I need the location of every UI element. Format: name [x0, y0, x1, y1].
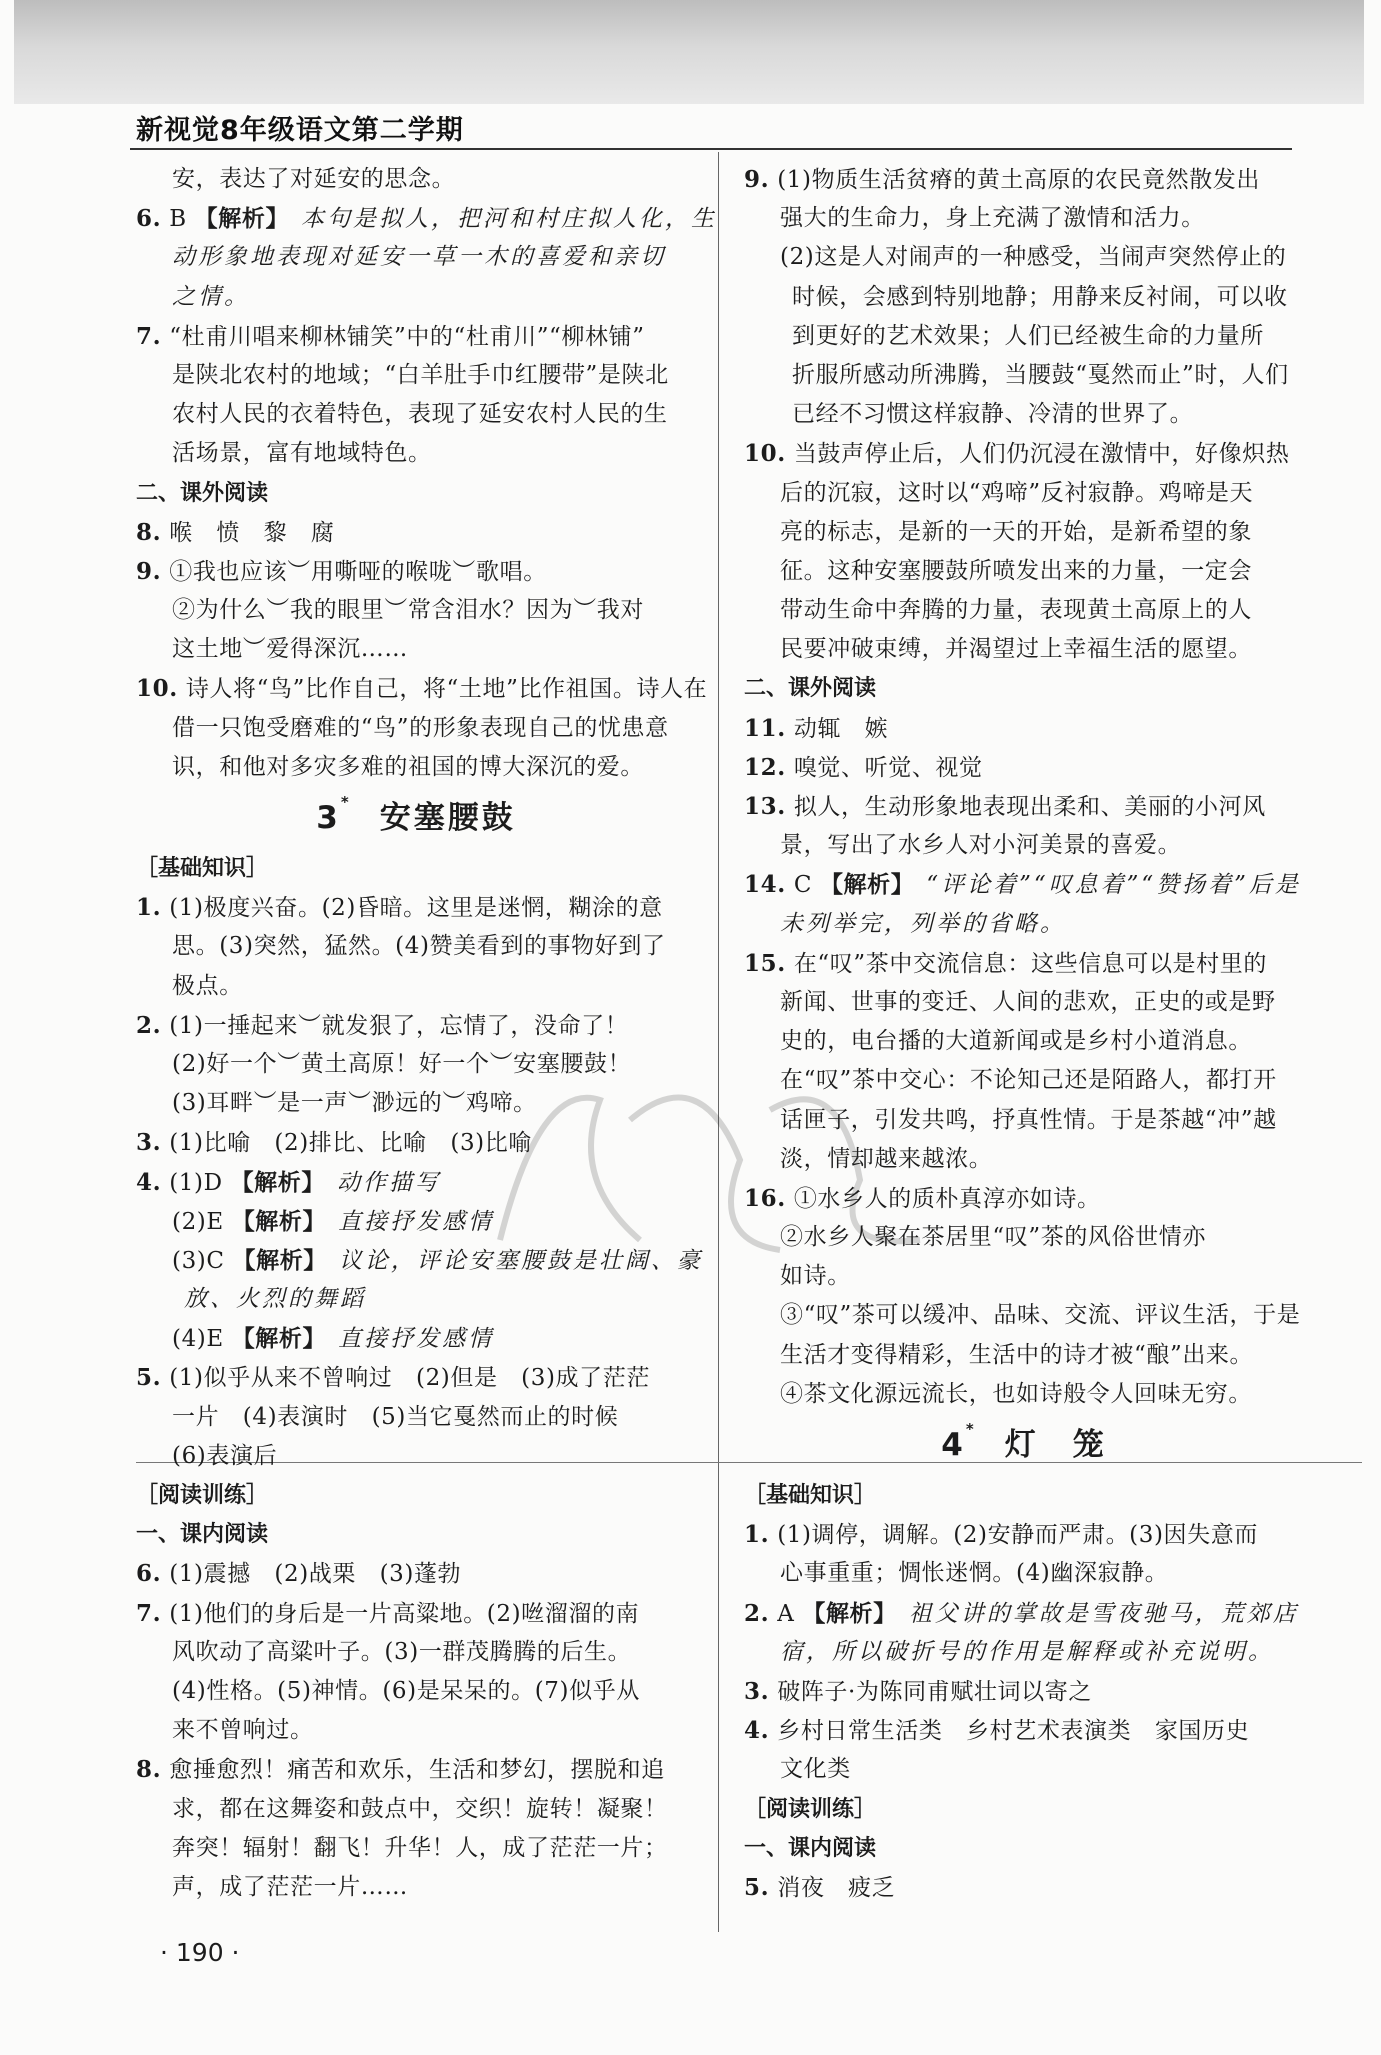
answer-line: [744, 1218, 1304, 1257]
item-number: 12.: [744, 753, 786, 781]
analysis-label: 【解析】: [802, 1599, 897, 1627]
answer-line: [136, 927, 696, 966]
answer-line: [136, 1398, 696, 1437]
analysis-text: 议论，评论安塞腰鼓是壮阔、豪: [338, 1247, 703, 1274]
answer-text: 嗅觉、听觉、视觉: [793, 754, 983, 781]
answer-text: 识，和他对多灾多难的祖国的博大深沉的爱。: [172, 753, 644, 780]
answer-text: (1)他们的身后是一片高粱地。(2)咝溜溜的南: [169, 1600, 640, 1627]
answer-text: (3)耳畔︶是一声︶渺远的︶鸡啼。: [172, 1090, 537, 1117]
answer-text: 带动生命中奔腾的力量，表现黄土高原上的人: [780, 597, 1252, 624]
answer-line: [136, 1790, 696, 1829]
answer-line: [744, 1140, 1304, 1179]
analysis-label: 【解析】: [231, 1325, 327, 1353]
answer-line: [136, 1006, 696, 1045]
answer-text: (1)极度兴奋。(2)昏暗。这里是迷惘，糊涂的意: [169, 895, 663, 922]
answer-text: 折服所感动所沸腾，当腰鼓“戛然而止”时，人们: [792, 361, 1289, 388]
answer-text: 心事重重；惆怅迷惘。(4)幽深寂静。: [780, 1560, 1169, 1587]
item-number: 15.: [744, 949, 786, 977]
answer-line: [136, 1554, 696, 1593]
answer-text: 话匣子，引发共鸣，抒真性情。于是茶越“冲”越: [780, 1106, 1277, 1133]
answer-line: [136, 1319, 696, 1358]
answer-line: [136, 552, 696, 591]
item-number: 8.: [136, 1756, 162, 1784]
analysis-text: “评论着”“叹息着”“赞扬着”后是: [926, 872, 1301, 899]
answer-text: 文化类: [780, 1756, 851, 1783]
answer-line: [744, 1101, 1304, 1140]
answer-line: [744, 1179, 1304, 1218]
item-number: 13.: [744, 793, 786, 820]
answer-text: 史的，电台播的大道新闻或是乡村小道消息。: [780, 1028, 1252, 1055]
answer-line: [744, 552, 1304, 591]
analysis-label: 【解析】: [232, 1246, 327, 1274]
answer-text: 借一只饱受磨难的“鸟”的形象表现自己的忧患意: [172, 714, 669, 741]
answer-text: 在“叹”茶中交心：不论知己还是陌路人，都打开: [780, 1067, 1277, 1094]
answer-text: 景，写出了水乡人对小河美景的喜爱。: [780, 832, 1182, 859]
answer-line: [136, 1163, 696, 1202]
analysis-text: 动形象地表现对延安一草一木的喜爱和亲切: [172, 244, 666, 271]
answer-text: 这土地︶爱得深沉……: [172, 636, 408, 663]
left-column: [136, 160, 718, 1907]
item-number: 10.: [744, 440, 786, 468]
lesson-number: 4: [941, 1427, 966, 1463]
answer-text: ②水乡人聚在茶居里“叹”茶的风俗世情亦: [780, 1224, 1206, 1251]
answer-line: [744, 160, 1304, 199]
answer-line: [744, 1022, 1304, 1061]
answer-line: [744, 1711, 1304, 1750]
answer-line: [744, 199, 1304, 238]
answer-text: 农村人民的衣着特色，表现了延安农村人民的生: [172, 401, 668, 428]
answer-line: [744, 474, 1304, 513]
answer-line: [136, 1750, 696, 1789]
answer-line: [136, 395, 696, 434]
answer-text: ③“叹”茶可以缓冲、品味、交流、评议生活，于是: [780, 1302, 1301, 1329]
item-number: 7.: [136, 322, 162, 350]
answer-line: [744, 513, 1304, 552]
section-heading: ［基础知识］: [744, 1483, 877, 1508]
answer-line: [136, 1633, 696, 1672]
item-number: 14.: [744, 871, 786, 899]
item-number: 10.: [136, 675, 178, 703]
answer-line: [744, 278, 1304, 317]
answer-text: ②为什么︶我的眼里︶常含泪水？因为︶我对: [172, 597, 644, 624]
answer-text: 一片 (4)表演时 (5)当它戛然而止的时候: [172, 1403, 619, 1430]
answer-text: 消夜 疲乏: [777, 1874, 896, 1901]
answer-text: 新闻、世事的变迁、人间的悲欢，正史的或是野: [780, 988, 1276, 1015]
lesson-title: [744, 1414, 1304, 1476]
answer-text: (1)比喻 (2)排比、比喻 (3)比喻: [169, 1130, 532, 1157]
answer-line: [744, 1633, 1304, 1672]
answer-text: 求，都在这舞姿和鼓点中，交织！旋转！凝聚！: [172, 1795, 668, 1822]
answer-text: (1)似乎从来不曾响过 (2)但是 (3)成了茫茫: [169, 1365, 650, 1392]
item-number: 6.: [136, 205, 162, 233]
analysis-label: 【解析】: [230, 1168, 325, 1196]
answer-text: 淡，情却越来越浓。: [780, 1145, 993, 1172]
item-number: 7.: [136, 1599, 162, 1627]
answer-text: 时候，会感到特别地静；用静来反衬闹，可以收: [792, 283, 1288, 310]
answer-line: [136, 317, 696, 356]
answer-text: 强大的生命力，身上充满了激情和活力。: [780, 205, 1205, 232]
answer-line: [744, 591, 1304, 630]
answer-text: (1)D: [169, 1169, 231, 1196]
answer-line: [136, 1280, 696, 1319]
answer-line: [136, 1241, 703, 1280]
answer-line: [744, 1336, 1304, 1375]
section-heading: ［基础知识］: [136, 856, 269, 881]
answer-text: 极点。: [172, 972, 243, 999]
answer-text: (1)一捶起来︶就发狠了，忘情了，没命了！: [169, 1012, 629, 1039]
answer-text: 来不曾响过。: [172, 1717, 314, 1744]
answer-line: [136, 1202, 696, 1241]
answer-text: 到更好的艺术效果；人们已经被生命的力量所: [792, 322, 1264, 349]
lesson-star: *: [965, 1420, 977, 1438]
answer-line: [744, 1868, 1304, 1907]
answer-line: [136, 356, 696, 395]
answer-line: [136, 1358, 696, 1397]
analysis-text: 宿，所以破折号的作用是解释或补充说明。: [780, 1638, 1274, 1665]
answer-line: [136, 888, 696, 927]
item-number: 5.: [136, 1364, 162, 1392]
answer-line: [744, 709, 1304, 748]
answer-text: 奔突！辐射！翻飞！升华！人，成了茫茫一片；: [172, 1834, 668, 1861]
answer-text: 生活才变得精彩，生活中的诗才被“酿”出来。: [780, 1341, 1254, 1368]
analysis-text: 祖父讲的掌故是雪夜驰马，荒郊店: [908, 1600, 1299, 1627]
answer-text: (2)这是人对闹声的一种感受，当闹声突然停止的: [780, 244, 1287, 271]
answer-line: [744, 317, 1304, 356]
answer-text: 安，表达了对延安的思念。: [172, 166, 456, 192]
analysis-label: 【解析】: [231, 1207, 327, 1235]
answer-line: [136, 1594, 696, 1633]
answer-text: (1)震撼 (2)战栗 (3)蓬勃: [169, 1561, 462, 1588]
answer-text: (4)性格。(5)神情。(6)是呆呆的。(7)似乎从: [172, 1677, 640, 1704]
lesson-star: *: [340, 793, 352, 811]
answer-text: (2)E: [172, 1208, 232, 1235]
answer-line: [744, 1375, 1304, 1414]
answer-text: (6)表演后: [172, 1442, 278, 1469]
answer-text: 已经不习惯这样寂静、冷清的世界了。: [792, 401, 1194, 428]
answer-text: 愈捶愈烈！痛苦和欢乐，生活和梦幻，摆脱和追: [169, 1757, 665, 1784]
answer-line: [744, 1515, 1304, 1554]
answer-line: [136, 1829, 696, 1868]
answer-text: ①水乡人的质朴真淳亦如诗。: [793, 1185, 1101, 1212]
answer-line: [744, 826, 1304, 865]
running-header: 新视觉8年级语文第二学期: [136, 115, 464, 146]
answer-line: [744, 983, 1304, 1022]
answer-line: [136, 669, 708, 708]
analysis-text: 本句是拟人，把河和村庄拟人化，生: [301, 206, 718, 233]
answer-text: 征。这种安塞腰鼓所喷发出来的力量，一定会: [780, 557, 1252, 584]
lesson-title: [136, 787, 696, 849]
answer-line: [136, 513, 696, 552]
lesson-title-text: 灯 笼: [1004, 1427, 1107, 1463]
section-heading: 一、课内阅读: [744, 1835, 877, 1861]
answer-text: 喉 愤 黎 腐: [169, 519, 335, 546]
answer-text: ④茶文化源远流长，也如诗般令人回味无穷。: [780, 1380, 1252, 1407]
analysis-text: 动作描写: [336, 1169, 441, 1196]
item-number: 16.: [744, 1184, 786, 1212]
item-number: 4.: [744, 1717, 770, 1745]
answer-text: A: [777, 1600, 803, 1627]
answer-line: [136, 1084, 696, 1123]
answer-text: 在“叹”茶中交流信息：这些信息可以是村里的: [793, 950, 1267, 977]
top-gray-band: [14, 0, 1364, 104]
analysis-label: 【解析】: [194, 205, 290, 233]
answer-text: 亮的标志，是新的一天的开始，是新希望的象: [780, 518, 1252, 545]
answer-text: 声，成了茫茫一片……: [172, 1873, 408, 1900]
item-number: 8.: [136, 518, 162, 546]
page-number: · 190 ·: [160, 1938, 240, 1967]
analysis-text: 放、火烈的舞蹈: [184, 1286, 366, 1313]
item-number: 3.: [136, 1129, 162, 1157]
answer-text: 风吹动了高粱叶子。(3)一群茂腾腾的后生。: [172, 1638, 632, 1665]
analysis-text: 未列举完，列举的省略。: [780, 910, 1066, 937]
answer-text: B: [169, 206, 195, 233]
answer-text: 拟人，生动形象地表现出柔和、美丽的小河风: [793, 794, 1266, 820]
answer-text: (3)C: [172, 1247, 233, 1274]
answer-line: [744, 1750, 1304, 1789]
answer-line: [136, 278, 696, 317]
answer-line: [136, 1711, 696, 1750]
item-number: 1.: [744, 1521, 770, 1549]
answer-line: [744, 787, 1304, 826]
column-divider: [718, 152, 719, 1932]
answer-text: C: [793, 872, 820, 899]
item-number: 9.: [136, 557, 162, 585]
answer-line: [136, 160, 696, 199]
header-rule: [130, 148, 1292, 150]
item-number: 9.: [744, 166, 770, 193]
answer-line: [744, 905, 1304, 944]
answer-text: (4)E: [172, 1326, 232, 1353]
item-number: 5.: [744, 1873, 770, 1901]
answer-text: 诗人将“鸟”比作自己，将“土地”比作祖国。诗人在: [185, 676, 708, 703]
answer-line: [744, 1061, 1304, 1100]
answer-text: 活场景，富有地域特色。: [172, 440, 432, 467]
answer-text: 破阵子·为陈同甫赋壮词以寄之: [777, 1678, 1092, 1705]
item-number: 6.: [136, 1560, 162, 1588]
answer-text: (1)物质生活贫瘠的黄土高原的农民竟然散发出: [777, 167, 1260, 193]
item-number: 4.: [136, 1168, 162, 1196]
section-heading: 二、课外阅读: [744, 676, 877, 702]
answer-text: 如诗。: [780, 1263, 851, 1290]
answer-line: [136, 1672, 696, 1711]
answer-line: [136, 709, 696, 748]
answer-text: 动辄 嫉: [793, 715, 889, 742]
answer-line: [136, 748, 696, 787]
answer-text: 乡村日常生活类 乡村艺术表演类 家国历史: [777, 1718, 1250, 1745]
answer-line: [744, 748, 1304, 787]
right-column: [744, 160, 1304, 1907]
answer-line: [136, 1123, 696, 1162]
answer-line: [136, 238, 696, 277]
answer-line: [744, 1296, 1304, 1335]
answer-line: [744, 1554, 1304, 1593]
lesson-number: 3: [316, 800, 341, 836]
answer-text: (1)调停，调解。(2)安静而严肃。(3)因失意而: [777, 1522, 1258, 1549]
answer-line: [744, 356, 1304, 395]
answer-line: [744, 1672, 1304, 1711]
answer-line: [136, 630, 696, 669]
analysis-text: 直接抒发感情: [338, 1326, 495, 1353]
item-number: 11.: [744, 714, 786, 742]
answer-line: [136, 1045, 696, 1084]
answer-line: [744, 865, 1304, 904]
section-heading: 一、课内阅读: [136, 1522, 269, 1548]
answer-line: [136, 1868, 696, 1907]
answer-text: 思。(3)突然，猛然。(4)赞美看到的事物好到了: [172, 933, 666, 960]
answer-line: [744, 395, 1304, 434]
item-number: 2.: [744, 1599, 770, 1627]
analysis-text: 之情。: [172, 283, 250, 310]
answer-line: [744, 1257, 1304, 1296]
section-heading: ［阅读训练］: [744, 1796, 877, 1822]
analysis-label: 【解析】: [819, 871, 915, 899]
item-number: 3.: [744, 1677, 770, 1705]
section-heading: 二、课外阅读: [136, 480, 269, 506]
item-number: 1.: [136, 894, 162, 922]
lesson-title-text: 安塞腰鼓: [379, 800, 516, 836]
answer-line: [136, 434, 696, 473]
answer-line: [136, 199, 718, 238]
item-number: 2.: [136, 1011, 162, 1039]
answer-text: 是陕北农村的地域；“白羊肚手巾红腰带”是陕北: [172, 361, 669, 388]
answer-line: [744, 630, 1304, 669]
section-heading: ［阅读训练］: [136, 1483, 269, 1508]
answer-text: ①我也应该︶用嘶哑的喉咙︶歌唱。: [169, 558, 547, 585]
answer-line: [744, 434, 1304, 473]
answer-text: (2)好一个︶黄土高原！好一个︶安塞腰鼓！: [172, 1050, 632, 1077]
answer-text: “杜甫川唱来柳林铺笑”中的“杜甫川”“柳林铺”: [169, 323, 645, 350]
answer-line: [744, 944, 1304, 983]
answer-line: [744, 1594, 1304, 1633]
analysis-text: 直接抒发感情: [338, 1208, 495, 1235]
answer-line: [744, 238, 1304, 277]
answer-line: [136, 1437, 696, 1476]
answer-text: 民要冲破束缚，并渴望过上幸福生活的愿望。: [780, 636, 1252, 663]
answer-text: 当鼓声停止后，人们仍沉浸在激情中，好像炽热: [793, 441, 1290, 468]
answer-text: 后的沉寂，这时以“鸡啼”反衬寂静。鸡啼是天: [780, 479, 1254, 506]
answer-line: [136, 967, 696, 1006]
answer-line: [136, 591, 696, 630]
